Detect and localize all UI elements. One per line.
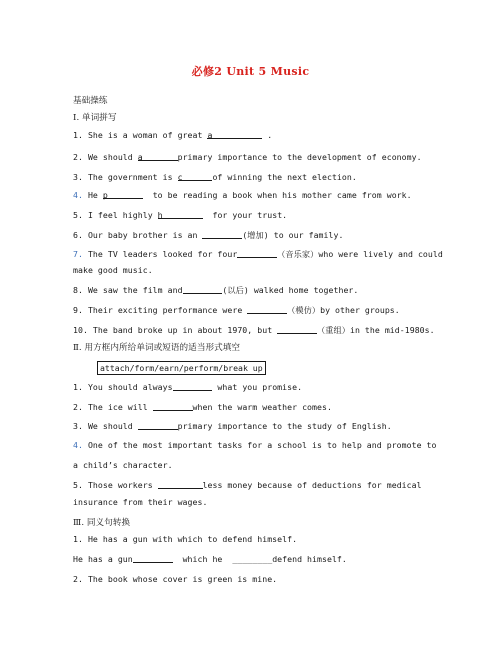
- s2-line: [73, 480, 422, 491]
- s2-line: [73, 460, 173, 471]
- question-text: make good music.: [73, 265, 153, 275]
- s2-line: [73, 421, 392, 432]
- s1-line: [73, 249, 443, 260]
- question-text-tail: of winning the next election.: [212, 172, 357, 182]
- s2-line: [73, 497, 207, 508]
- question-number: 2.: [73, 152, 83, 162]
- question-number: 5.: [73, 480, 83, 490]
- s1-line: [73, 305, 400, 316]
- question-number: 7.: [73, 249, 83, 259]
- question-text-tail: （重组）in the mid-1980s.: [317, 325, 435, 335]
- s1-line: [73, 130, 272, 141]
- question-text-tail: primary importance to the study of English.: [177, 421, 392, 431]
- question-number: 1.: [73, 130, 83, 140]
- s1-line: [73, 265, 153, 276]
- question-number: 1.: [73, 382, 83, 392]
- answer-blank[interactable]: [153, 402, 193, 411]
- answer-blank[interactable]: [202, 230, 242, 239]
- answer-blank[interactable]: [158, 480, 203, 489]
- question-text-tail: for your trust.: [202, 210, 288, 220]
- answer-blank[interactable]: [133, 554, 173, 563]
- question-text: He has a gun with which to defend himself.: [82, 534, 298, 544]
- answer-blank[interactable]: [247, 305, 287, 314]
- question-text-tail: which he ________defend himself.: [172, 554, 347, 564]
- question-text: The government is: [82, 172, 178, 182]
- answer-blank[interactable]: [183, 285, 223, 294]
- question-text-tail: primary importance to the development of economy.: [177, 152, 422, 162]
- s1-line: [73, 190, 412, 201]
- answer-blank[interactable]: h: [157, 210, 203, 220]
- answer-blank[interactable]: c: [177, 172, 213, 182]
- question-text: Their exciting performance were: [82, 305, 248, 315]
- question-text: We should: [82, 152, 138, 162]
- question-number: 5.: [73, 210, 83, 220]
- question-number: 3.: [73, 421, 83, 431]
- question-number: 4.: [73, 190, 83, 200]
- question-text-tail: （模仿）by other groups.: [287, 305, 400, 315]
- question-number: 2.: [73, 574, 83, 584]
- answer-blank[interactable]: a: [137, 152, 178, 162]
- answer-blank[interactable]: a: [207, 130, 263, 140]
- answer-blank[interactable]: p: [102, 190, 143, 200]
- question-number: 1.: [73, 534, 83, 544]
- s1-line: [73, 285, 358, 296]
- question-text: The band broke up in about 1970, but: [87, 325, 278, 335]
- answer-blank[interactable]: [277, 325, 317, 334]
- question-text: You should always: [82, 382, 173, 392]
- s1-line: [73, 210, 287, 221]
- answer-blank[interactable]: [173, 382, 213, 391]
- question-text: He: [82, 190, 103, 200]
- question-text-tail: what you promise.: [212, 382, 303, 392]
- question-text: The TV leaders looked for four: [82, 249, 238, 259]
- question-number: 3.: [73, 172, 83, 182]
- section-1-heading: Ⅰ. 单词拼写: [73, 113, 117, 123]
- s1-line: [73, 230, 343, 241]
- question-number: 8.: [73, 285, 83, 295]
- question-number: 2.: [73, 402, 83, 412]
- answer-blank[interactable]: [237, 249, 277, 258]
- question-number: 4.: [73, 440, 83, 450]
- question-text: I feel highly: [82, 210, 158, 220]
- s1-line: [73, 152, 422, 163]
- question-text: She is a woman of great: [82, 130, 208, 140]
- question-text: He has a gun: [73, 554, 133, 564]
- s3-line: [73, 574, 277, 585]
- question-text-tail: （音乐家）who were lively and could: [277, 249, 443, 259]
- question-text: We should: [82, 421, 138, 431]
- s2-line: [73, 440, 437, 451]
- answer-blank[interactable]: [138, 421, 178, 430]
- heading-basic: 基础操练: [73, 96, 108, 106]
- question-number: 9.: [73, 305, 83, 315]
- word-box: attach/form/earn/perform/break up: [97, 361, 266, 375]
- question-text: Those workers: [82, 480, 158, 490]
- question-text: The ice will: [82, 402, 153, 412]
- question-text-tail: .: [262, 130, 273, 140]
- page-title: 必修2 Unit 5 Music: [191, 65, 310, 78]
- question-text: One of the most important tasks for a school is to help and promote to: [82, 440, 437, 450]
- question-text-tail: (增加) to our family.: [242, 230, 344, 240]
- question-text: We saw the film and: [82, 285, 183, 295]
- question-text: Our baby brother is an: [82, 230, 203, 240]
- question-text: insurance from their wages.: [73, 497, 208, 507]
- s2-line: [73, 402, 332, 413]
- section-2-heading: Ⅱ. 用方框内所给单词或短语的适当形式填空: [73, 343, 241, 353]
- question-text-tail: (以后) walked home together.: [222, 285, 359, 295]
- s1-line: [73, 172, 357, 183]
- s2-line: [73, 382, 302, 393]
- question-text-tail: when the warm weather comes.: [192, 402, 332, 412]
- s3-line: [73, 554, 347, 565]
- question-text-tail: less money because of deductions for medical: [202, 480, 422, 490]
- question-number: 10.: [73, 325, 88, 335]
- s1-line: [73, 325, 435, 336]
- section-3-heading: Ⅲ. 同义句转换: [73, 518, 131, 528]
- question-number: 6.: [73, 230, 83, 240]
- question-text: a child’s character.: [73, 460, 173, 470]
- question-text: The book whose cover is green is mine.: [82, 574, 278, 584]
- question-text-tail: to be reading a book when his mother came from work.: [142, 190, 412, 200]
- s3-line: [73, 534, 297, 545]
